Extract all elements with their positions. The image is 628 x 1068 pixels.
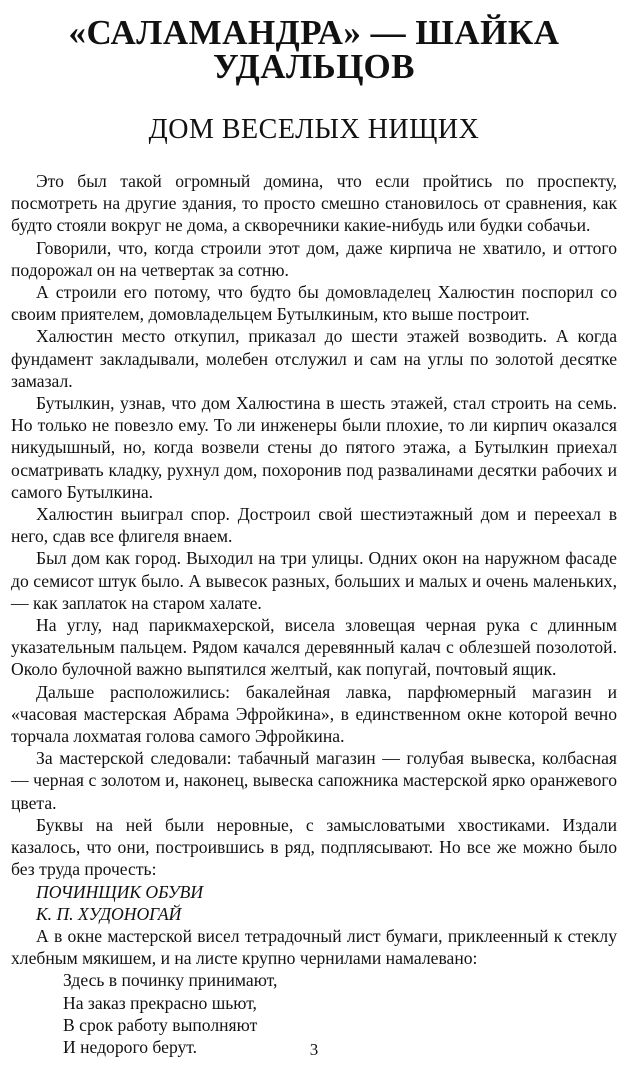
paragraph: Халюстин выиграл спор. Достроил свой шестиэтажный дом и переехал в него, сдав все флигеля внаем. — [11, 504, 617, 547]
paragraph: Говорили, что, когда строили этот дом, даже кирпича не хватило, и оттого подорожал он на четвертак за сотню. — [11, 237, 617, 280]
sign-line: К. П. ХУДОНОГАЙ — [36, 903, 182, 924]
section-title: ДОМ ВЕСЕЛЫХ НИЩИХ — [148, 114, 480, 145]
verse-line: И недорого берут. — [63, 1036, 198, 1057]
verse-line: В срок работу выполняют — [63, 1014, 258, 1035]
page-number: 3 — [309, 1040, 319, 1059]
paragraph: Бутылкин, узнав, что дом Халюстина в шесть этажей, стал строить на семь. Но только не повезло ему. То ли инженеры были плохие, то ли кирпич оказался никудышный, но, когда возвели стены до пятого этажа, а Бутылкин приехал осматривать кладку, рухнул дом, похоронив под развалинами десятки рабочих и самого Бутылкина. — [11, 393, 617, 502]
paragraph: Был дом как город. Выходил на три улицы. Одних окон на наружном фасаде до семисот штук было. А вывесок разных, больших и малых и очень маленьких, — как заплаток на старом халате. — [11, 548, 617, 613]
paragraph: На углу, над парикмахерской, висела зловещая черная рука с длинным указательным пальцем. Рядом качался деревянный калач с облезшей позолотой. Около булочной важно выпятился желтый, как попугай, почтовый ящик. — [11, 615, 617, 680]
paragraph: Это был такой огромный домина, что если пройтись по проспекту, посмотреть на другие здания, то просто смешно становилось от сравнения, как будто стояли вокруг не дома, а скворечники какие-нибудь или будки собачьи. — [11, 171, 617, 236]
sign-line: ПОЧИНЩИК ОБУВИ — [36, 881, 204, 902]
paragraph: А строили его потому, что будто бы домовладелец Халюстин поспорил со своим приятелем, домовладельцем Бутылкиным, кто выше построит. — [11, 282, 617, 325]
chapter-title-line: УДАЛЬЦОВ — [212, 47, 416, 86]
chapter-title-line: «САЛАМАНДРА» — ШАЙКА — [68, 13, 560, 52]
verse-line: Здесь в починку принимают, — [63, 970, 278, 991]
chapter-title — [0, 13, 628, 86]
paragraph: Буквы на ней были неровные, с замысловатыми хвостиками. Издали казалось, что они, построившись в ряд, подплясывают. Но все же можно было без труда прочесть: — [11, 814, 617, 880]
paragraph: А в окне мастерской висел тетрадочный лист бумаги, приклеенный к стеклу хлебным мякишем, и на листе крупно чернилами намалевано: — [11, 925, 617, 969]
paragraph: За мастерской следовали: табачный магазин — голубая вывеска, колбасная — черная с золотом и, наконец, вывеска сапожника мастерской ярко оранжевого цвета. — [11, 748, 617, 813]
body-text — [11, 170, 617, 1058]
paragraph: Халюстин место откупил, приказал до шести этажей возводить. А когда фундамент закладывали, молебен отслужил и сам на углы по золотой десятке замазал. — [11, 326, 617, 391]
paragraph: Дальше расположились: бакалейная лавка, парфюмерный магазин и «часовая мастерская Абрама Эфройкина», в единственном окне которой вечно торчала лохматая голова самого Эфройкина. — [11, 681, 617, 747]
verse-line: На заказ прекрасно шьют, — [63, 992, 257, 1013]
